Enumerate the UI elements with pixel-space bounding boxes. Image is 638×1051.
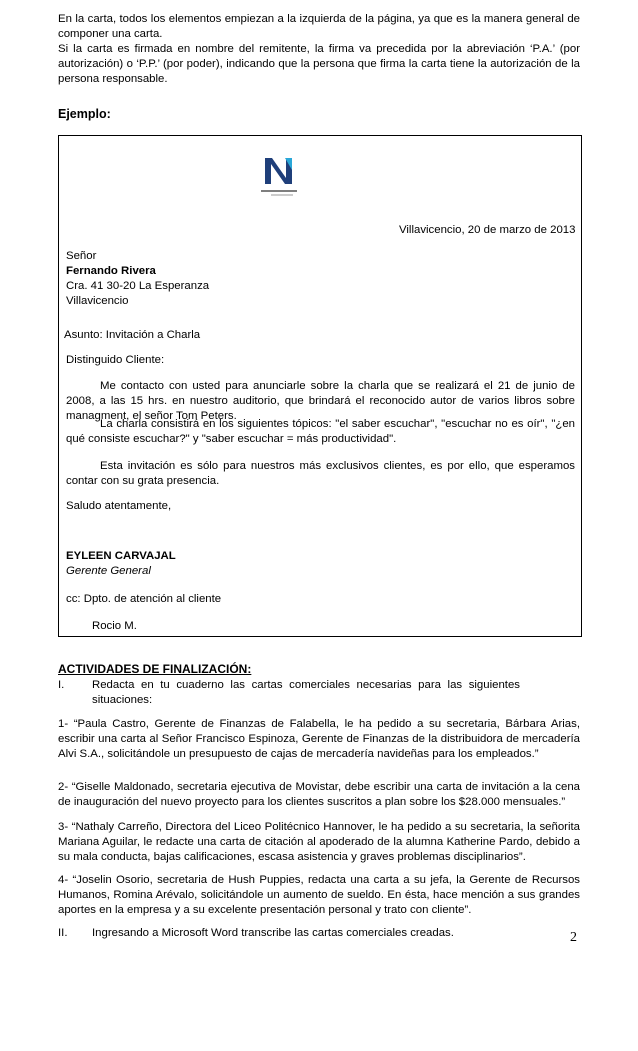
activity-item-2	[58, 926, 580, 941]
page-number: 2	[570, 930, 577, 945]
activity-item-2-number: II.	[58, 927, 68, 939]
letter-initials: Rocio M.	[92, 620, 137, 632]
company-logo-icon	[255, 150, 303, 198]
letter-signer-name: EYLEEN CARVAJAL	[66, 550, 176, 562]
intro-text	[58, 12, 580, 87]
activity-item-1	[58, 678, 580, 708]
letter-cc: cc: Dpto. de atención al cliente	[66, 593, 222, 605]
letter-body-paragraph-1: Me contacto con usted para anunciarle sobre la charla que se realizará el 21 de junio de 2008, a las 15 hrs. en nuestro auditorio, que brindará el reconocido autor de varios libros sobre managment, el señor Tom Peters.	[66, 380, 575, 422]
activity-case-4: 4- “Joselin Osorio, secretaria de Hush Puppies, redacta una carta a su jefa, la Gerente de Recursos Humanos, Romina Arévalo, solicitándole un aumento de sueldo. En ésta, hace mención a sus grandes aportes en la empresa y a su excelente presentación personal y trato con cliente”.	[58, 874, 580, 916]
activity-item-2-text: Ingresando a Microsoft Word transcribe las cartas comerciales creadas.	[92, 927, 454, 939]
letter-address: Cra. 41 30-20 La Esperanza	[66, 280, 210, 292]
activity-case-2: 2- “Giselle Maldonado, secretaria ejecutiva de Movistar, debe escribir una carta de invitación a la cena de inauguración del nuevo proyecto para los clientes suscritos a plan sobre los $28.000 mensuales.”	[58, 781, 580, 808]
letter-subject: Asunto: Invitación a Charla	[64, 329, 201, 341]
letter-salutation: Señor	[66, 250, 97, 262]
letter-closing: Saludo atentamente,	[66, 500, 172, 512]
activity-item-1-text: Redacta en tu cuaderno las cartas comerciales necesarias para las siguientes situaciones:	[92, 679, 520, 706]
example-letter-box	[58, 135, 582, 637]
letter-body-paragraph-3: Esta invitación es sólo para nuestros más exclusivos clientes, es por ello, que esperamos contar con su grata presencia.	[66, 460, 575, 487]
intro-paragraph-1: En la carta, todos los elementos empiezan a la izquierda de la página, ya que es la manera general de componer una carta.	[58, 13, 580, 40]
intro-paragraph-2: Si la carta es firmada en nombre del remitente, la firma va precedida por la abreviación ‘P.A.’ (por autorización) o ‘P.P.’ (por poder), indicando que la persona que firma la carta tiene la autorización de la persona responsable.	[58, 43, 580, 85]
example-heading: Ejemplo:	[58, 107, 111, 121]
letter-greeting: Distinguido Cliente:	[66, 354, 165, 366]
activity-item-1-number: I.	[58, 679, 65, 691]
activities-title: ACTIVIDADES DE FINALIZACIÓN:	[58, 662, 252, 676]
letter-date: Villavicencio, 20 de marzo de 2013	[399, 224, 576, 236]
letter-body-paragraph-2: La charla consistirá en los siguientes tópicos: "el saber escuchar", "escuchar no es oír", "¿en qué consiste escuchar?" y "saber escuchar = más productividad".	[66, 418, 575, 445]
letter-signer-title: Gerente General	[66, 565, 151, 577]
activity-case-3: 3- “Nathaly Carreño, Directora del Liceo Politécnico Hannover, le ha pedido a su secretaria, la señorita Mariana Aguilar, le redacte una carta de citación al apoderado de la alumna Katherine Pardo, debido a su mala conducta, bajas calificaciones, escasa asistencia y graves problemas disciplinarios”.	[58, 821, 580, 863]
letter-recipient-name: Fernando Rivera	[66, 265, 156, 277]
letter-city: Villavicencio	[66, 295, 129, 307]
activity-case-1: 1- “Paula Castro, Gerente de Finanzas de Falabella, le ha pedido a su secretaria, Bárbara Arias, escribir una carta al Señor Francisco Espinoza, Gerente de Finanzas de la distribuidora de mercadería Alvi S.A., solicitándole un presupuesto de cajas de mercadería navideñas para los empleados.”	[58, 718, 580, 760]
